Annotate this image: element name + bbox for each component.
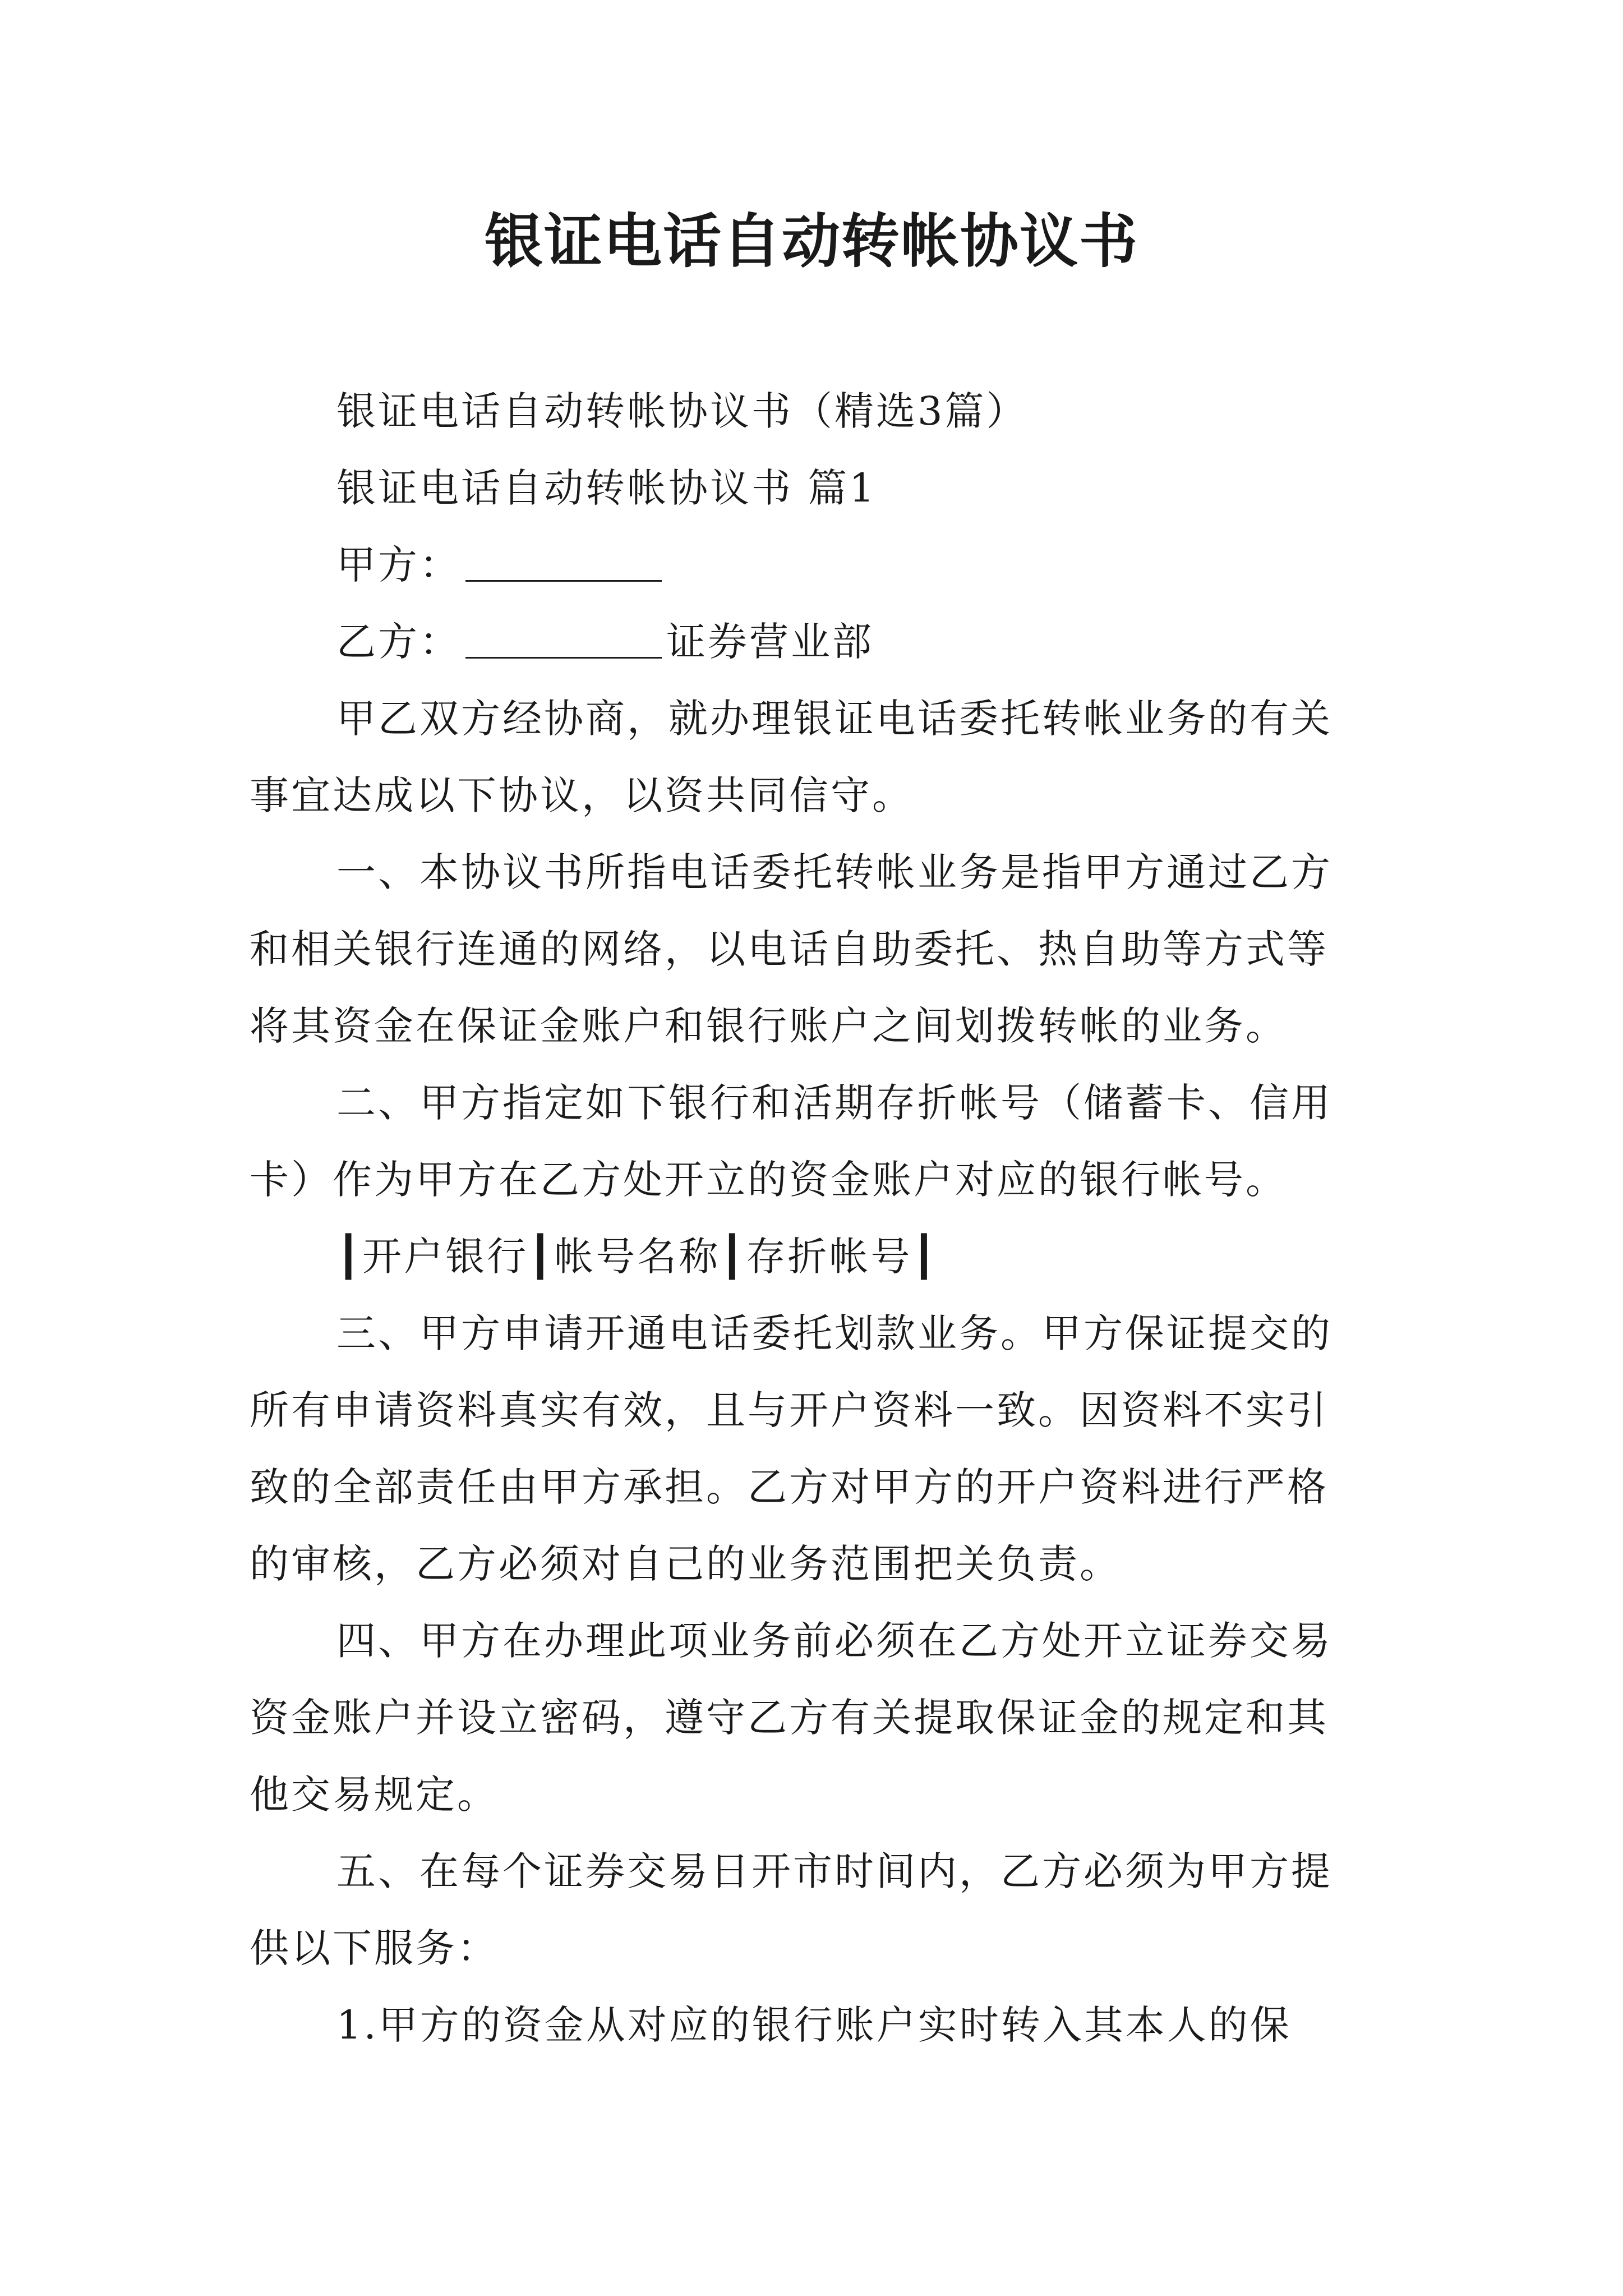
party-a-line (250, 527, 1377, 604)
paragraph-line: 的审核，乙方必须对自己的业务范围把关负责。 (250, 1541, 1121, 1587)
party-b-suffix: 证券营业部 (666, 619, 874, 665)
document-subtitle: 银证电话自动转帐协议书（精选3篇） (336, 388, 1028, 434)
party-a-blank (465, 546, 662, 582)
account-table-header: ┃开户银行┃帐号名称┃存折帐号┃ (336, 1234, 938, 1280)
paragraph-line: 供以下服务： (250, 1925, 499, 1971)
party-b-line (250, 604, 1377, 680)
paragraph-line: 他交易规定。 (250, 1772, 499, 1818)
party-b-blank (465, 623, 662, 659)
party-b-label: 乙方： (336, 619, 461, 665)
paragraph-line: 所有申请资料真实有效，且与开户资料一致。因资料不实引 (250, 1387, 1329, 1433)
paragraph-line: 四、甲方在办理此项业务前必须在乙方处开立证券交易 (336, 1618, 1332, 1664)
paragraph-line: 资金账户并设立密码，遵守乙方有关提取保证金的规定和其 (250, 1695, 1329, 1741)
document-body (250, 373, 1377, 2064)
paragraph-line: 二、甲方指定如下银行和活期存折帐号（储蓄卡、信用 (336, 1080, 1332, 1126)
paragraph-line: 1.甲方的资金从对应的银行账户实时转入其本人的保 (336, 2002, 1292, 2048)
paragraph-line: 甲乙双方经协商，就办理银证电话委托转帐业务的有关 (336, 696, 1332, 742)
document-title: 银证电话自动转帐协议书 (484, 206, 1138, 275)
paragraph-line: 一、本协议书所指电话委托转帐业务是指甲方通过乙方 (336, 849, 1332, 895)
paragraph-line: 五、在每个证券交易日开市时间内，乙方必须为甲方提 (336, 1848, 1332, 1894)
paragraph-line: 三、甲方申请开通电话委托划款业务。甲方保证提交的 (336, 1310, 1332, 1356)
paragraph-line: 卡）作为甲方在乙方处开立的资金账户对应的银行帐号。 (250, 1157, 1287, 1203)
paragraph-line: 致的全部责任由甲方承担。乙方对甲方的开户资料进行严格 (250, 1464, 1329, 1510)
paragraph-line: 事宜达成以下协议，以资共同信守。 (250, 772, 914, 818)
paragraph-line: 将其资金在保证金账户和银行账户之间划拨转帐的业务。 (250, 1003, 1287, 1049)
section-heading: 银证电话自动转帐协议书 篇1 (336, 465, 877, 511)
party-a-label: 甲方： (336, 542, 461, 588)
paragraph-line: 和相关银行连通的网络，以电话自助委托、热自助等方式等 (250, 926, 1329, 972)
